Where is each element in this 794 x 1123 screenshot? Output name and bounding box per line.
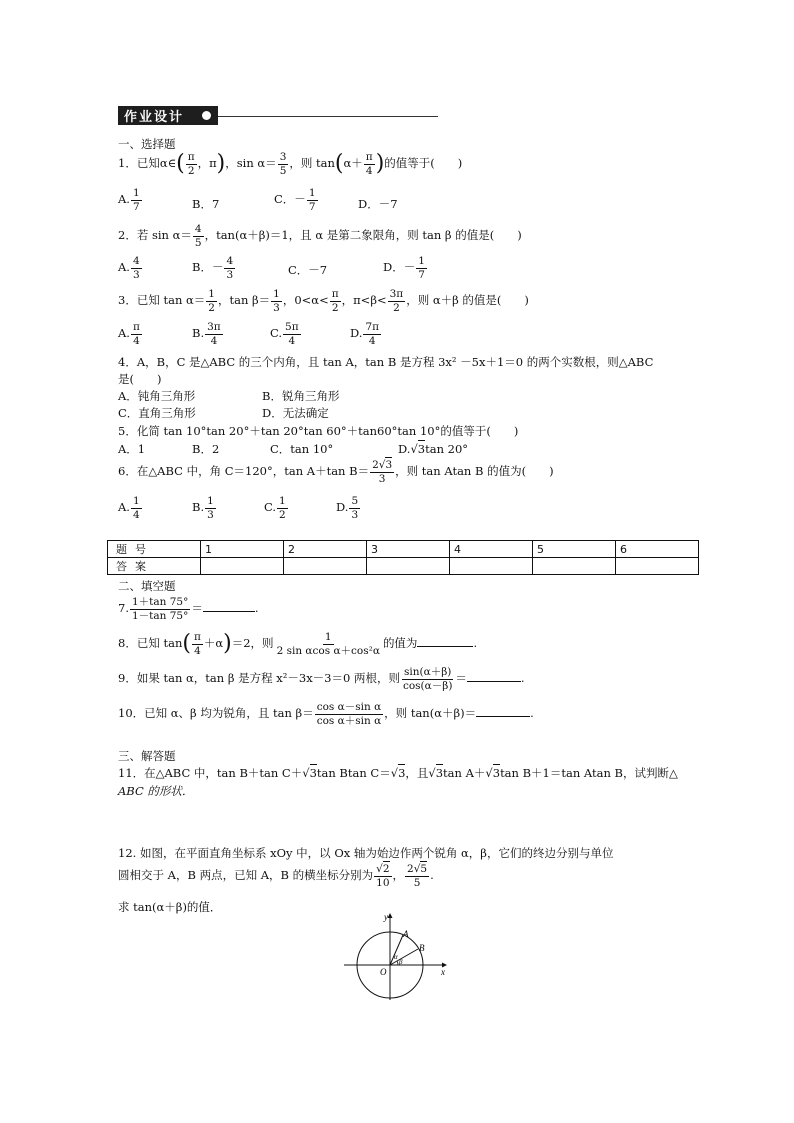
- q3-optd-frac: [363, 322, 381, 346]
- q3-optb-label: B.: [192, 326, 205, 340]
- q6-frac: [370, 460, 394, 484]
- q3-optc-num: 5π: [285, 321, 299, 333]
- q1-suffix: 的值等于( ): [384, 156, 463, 170]
- q3-a-num: 1: [208, 288, 215, 300]
- q1-rparen: ): [216, 151, 226, 176]
- answer-cell[interactable]: [201, 558, 284, 575]
- q11-s3: 3: [435, 766, 444, 780]
- table-header-answer: 答案: [108, 558, 201, 575]
- q1-option-d: D．－7: [358, 197, 398, 211]
- q1-frac-in: [364, 152, 375, 176]
- q11-c: ，且: [405, 766, 429, 780]
- q7-answer-blank[interactable]: [203, 610, 255, 612]
- q1-optc-label: C．－: [274, 192, 306, 206]
- q10-prefix: 10．已知 α、β 均为锐角，且 tan β＝: [118, 706, 314, 720]
- q4-option-a: A．钝角三角形: [118, 389, 196, 403]
- q3-c-den: 2: [331, 301, 339, 314]
- q6-opta-den: 4: [132, 508, 140, 521]
- q1-lparen2: (: [334, 151, 344, 176]
- table-number-cell: 2: [284, 541, 367, 558]
- q1-option-b: B．7: [192, 197, 220, 211]
- answer-cell[interactable]: [367, 558, 450, 575]
- q3-optc-frac: [283, 322, 301, 346]
- q6-suffix: ，则 tan Atan B 的值为( ): [395, 464, 554, 478]
- q11-s4: 3: [492, 766, 501, 780]
- q12-frac2: [405, 864, 429, 888]
- q9-answer-blank[interactable]: [467, 680, 521, 682]
- question-12-line3: 求 tan(α＋β)的值．: [118, 900, 222, 914]
- beta-arc: [397, 961, 398, 965]
- q1-rparen2: ): [375, 151, 385, 176]
- q8-mid: ＝2，则: [231, 636, 274, 650]
- q8-answer-blank[interactable]: [417, 645, 473, 647]
- q11-s2: 3: [398, 766, 406, 780]
- q3-mid1: ，tan β＝: [217, 293, 271, 307]
- q5-optd-sqrt: 3: [417, 442, 426, 456]
- q6-option-d: [336, 496, 361, 520]
- q12-f2-den: 5: [413, 876, 421, 889]
- q2-optb-num: 4: [226, 255, 234, 267]
- q12-line2-pre: 圆相交于 A，B 两点，已知 A，B 的横坐标分别为: [118, 868, 374, 882]
- unit-circle-figure: [340, 910, 452, 1002]
- q1-sin-text: ，sin α＝: [225, 156, 277, 170]
- q6-num-sqrt: 3: [385, 459, 393, 471]
- q8-in-plus: ＋α: [203, 636, 224, 650]
- q12-end: .: [430, 868, 434, 882]
- q3-b-den: 3: [273, 301, 280, 314]
- q2-option-b: [192, 256, 236, 280]
- q6-option-c: [264, 496, 289, 520]
- q1-alpha-in: α∈: [159, 156, 177, 170]
- q3-option-a: [118, 322, 143, 346]
- q7-den: 1－tan 75°: [131, 609, 189, 622]
- q2-sin-num: 4: [194, 223, 202, 235]
- q2-opta-den: 3: [132, 268, 140, 281]
- alpha-label: α: [394, 953, 398, 961]
- q1-frac-lower: [186, 152, 197, 176]
- q3-d-den: 2: [393, 301, 400, 314]
- q12-f1-sqrt: 2: [382, 863, 390, 875]
- beta-label: β: [399, 958, 403, 966]
- q6-option-b: [192, 496, 217, 520]
- q1-lp-num: π: [187, 151, 195, 163]
- question-6: [118, 460, 554, 484]
- q6-prefix: 6．在△ABC 中，角 C＝120°，tan A＋tan B＝: [118, 464, 370, 478]
- q6-den: 3: [378, 472, 386, 485]
- q6-optc-frac: [277, 496, 288, 520]
- section-solve-heading: 三、解答题: [118, 749, 176, 763]
- q1-option-a: [118, 188, 143, 212]
- q2-optb-den: 3: [226, 268, 234, 281]
- q3-optb-frac: [205, 322, 223, 346]
- q1-opta-label: A.: [118, 192, 130, 206]
- q3-mid2: ，0<α<: [282, 293, 329, 307]
- q2-option-d: [383, 256, 428, 280]
- q6-num: 2√3: [372, 459, 393, 471]
- q9-num: sin(α＋β): [404, 666, 452, 678]
- q3-optc-den: 4: [288, 334, 296, 347]
- question-3: [118, 289, 529, 313]
- table-number-cell: 1: [201, 541, 284, 558]
- q6-optb-label: B.: [192, 500, 205, 514]
- q1-lp-den: 2: [187, 164, 195, 177]
- q12-frac2-num: 2√5: [407, 863, 428, 875]
- q2-optb-frac: [224, 256, 235, 280]
- q5-option-a: A．1: [118, 442, 146, 456]
- q11-b: tan Btan C＝: [316, 766, 391, 780]
- header-dot-icon: [202, 111, 211, 120]
- q7-num: 1＋tan 75°: [131, 596, 189, 608]
- question-1: [118, 152, 462, 176]
- header-title: 作业设计: [124, 110, 185, 125]
- q3-frac-a: [206, 289, 217, 313]
- q6-optd-den: 3: [351, 508, 359, 521]
- q3-b-num: 1: [273, 288, 280, 300]
- q1-optc-frac: [307, 188, 318, 212]
- q8-prefix: 8．已知 tan: [118, 636, 183, 650]
- question-12-line2: [118, 864, 434, 888]
- point-a-label: A: [403, 929, 409, 939]
- q6-option-a: [118, 496, 143, 520]
- q1-optc-num: 1: [308, 187, 316, 199]
- q4-option-b: B．锐角三角形: [262, 389, 340, 403]
- q1-pi-end: ，π: [197, 156, 217, 170]
- q4-option-c: C．直角三角形: [118, 406, 196, 420]
- q7-label: 7.: [118, 601, 129, 615]
- q3-optd-num: 7π: [365, 321, 380, 333]
- question-10: [118, 702, 534, 726]
- q2-frac-sin: [193, 224, 204, 248]
- q2-option-c: C．－7: [288, 263, 328, 277]
- q2-optd-frac: [416, 256, 427, 280]
- q1-opta-den: 7: [132, 200, 140, 213]
- q3-mid3: ，π<β<: [341, 293, 387, 307]
- q10-num: cos α－sin α: [316, 701, 382, 713]
- q9-end: .: [520, 671, 525, 685]
- q5-optd-label: D.: [398, 442, 411, 456]
- q6-optd-label: D.: [336, 500, 349, 514]
- q6-opta-label: A.: [118, 500, 130, 514]
- question-4-line2: 是( ): [118, 372, 162, 386]
- q3-option-c: [270, 322, 302, 346]
- answer-table: [107, 540, 699, 575]
- q12-f2-pre: 2: [407, 863, 414, 875]
- q12-frac1: [374, 864, 391, 888]
- q6-optc-num: 1: [279, 495, 286, 507]
- q12-f2-sqrt: 5: [420, 863, 428, 875]
- q6-optb-den: 3: [207, 508, 214, 521]
- q2-optd-num: 1: [418, 255, 425, 267]
- q6-optb-num: 1: [207, 495, 214, 507]
- q3-optb-den: 4: [210, 334, 218, 347]
- q3-opta-label: A.: [118, 326, 130, 340]
- q11-d: tan A＋: [443, 766, 486, 780]
- q1-in-den: 4: [365, 164, 373, 177]
- q8-frac-in: [192, 632, 203, 656]
- q1-option-c: [274, 188, 319, 212]
- q3-c-num: π: [331, 288, 339, 300]
- q2-prefix: 2．若 sin α＝: [118, 228, 192, 242]
- q8-in-den: 4: [194, 644, 201, 657]
- question-9: [118, 667, 525, 691]
- q1-sin-num: 3: [279, 151, 287, 163]
- q6-opta-num: 1: [132, 495, 140, 507]
- q5-option-c: C．tan 10°: [270, 442, 334, 456]
- q6-opta-frac: [131, 496, 142, 520]
- y-axis-arrow-icon: [388, 913, 393, 918]
- q2-opta-label: A.: [118, 260, 130, 274]
- q3-optd-label: D.: [350, 326, 363, 340]
- q1-in-num: π: [365, 151, 373, 163]
- q2-opta-num: 4: [132, 255, 140, 267]
- q1-tan-text: ，则 tan: [289, 156, 335, 170]
- q10-answer-blank[interactable]: [476, 715, 530, 717]
- q11-s1: 3: [309, 766, 317, 780]
- q3-optb-num: 3π: [207, 321, 221, 333]
- table-number-cell: 3: [367, 541, 450, 558]
- q3-d-num: 3π: [389, 288, 404, 300]
- q11-a: 11．在△ABC 中，tan B＋tan C＋: [118, 766, 303, 780]
- q1-prefix: 1．已知: [118, 156, 160, 170]
- q12-sep: ，: [392, 868, 405, 882]
- q8-frac: [275, 632, 382, 656]
- q1-frac-sin: [278, 152, 289, 176]
- q1-optc-den: 7: [308, 200, 316, 213]
- q12-frac1-num: √2: [376, 863, 390, 875]
- q9-eq: ＝: [455, 671, 467, 685]
- q5-option-b: B．2: [192, 442, 220, 456]
- q4-option-d: D．无法确定: [262, 406, 329, 420]
- q8-f-num: 1: [324, 631, 332, 643]
- q2-optd-label: D．－: [383, 260, 416, 274]
- answer-table-number-row: [108, 541, 699, 558]
- question-4-line1: 4．A，B，C 是△ABC 的三个内角，且 tan A，tan B 是方程 3x² －5x＋1＝0 的两个实数根，则△ABC: [118, 355, 654, 369]
- q1-opta-num: 1: [132, 187, 140, 199]
- table-number-cell: 4: [450, 541, 533, 558]
- table-number-cell: 6: [616, 541, 699, 558]
- table-header-number: 题号: [108, 541, 201, 558]
- question-7: [118, 597, 259, 621]
- q6-optc-den: 2: [279, 508, 286, 521]
- answer-table-answer-row: [108, 558, 699, 575]
- question-11-line2: ABC 的形状．: [118, 784, 194, 798]
- q8-rparen: ): [223, 631, 232, 656]
- q2-sin-den: 5: [194, 236, 202, 249]
- q9-frac: [401, 667, 454, 691]
- q10-den: cos α＋sin α: [316, 714, 382, 727]
- q3-opta-den: 4: [133, 334, 140, 347]
- q10-frac: [315, 702, 383, 726]
- q7-eq: ＝: [191, 601, 203, 615]
- question-2: [118, 224, 522, 248]
- section-fill-heading: 二、填空题: [118, 579, 176, 593]
- q1-sin-den: 5: [279, 164, 287, 177]
- q3-option-d: [350, 322, 382, 346]
- q12-f1-den: 10: [376, 876, 390, 889]
- q3-frac-d: [388, 289, 406, 313]
- homework-header: [118, 104, 438, 126]
- y-label: y: [384, 912, 388, 922]
- q2-opta-frac: [131, 256, 142, 280]
- question-11-line1: 11．在△ABC 中，tan B＋tan C＋√3tan Btan C＝√3，且√3tan A＋√3tan B＋1＝tan Atan B，试判断△: [118, 766, 678, 780]
- q6-optc-label: C.: [264, 500, 277, 514]
- table-number-cell: 5: [533, 541, 616, 558]
- origin-label: O: [380, 967, 387, 977]
- q3-suffix: ，则 α＋β 的值是( ): [406, 293, 529, 307]
- answer-cell[interactable]: [616, 558, 699, 575]
- answer-cell[interactable]: [450, 558, 533, 575]
- answer-cell[interactable]: [533, 558, 616, 575]
- q10-end: .: [530, 706, 534, 720]
- q3-opta-num: π: [132, 321, 140, 333]
- q3-opta-frac: [131, 322, 142, 346]
- q6-optd-num: 5: [351, 495, 359, 507]
- q3-frac-b: [271, 289, 282, 313]
- q8-lparen: (: [182, 631, 191, 656]
- q1-opta-frac: [131, 188, 142, 212]
- question-12-line1: 12. 如图，在平面直角坐标系 xOy 中，以 Ox 轴为始边作两个锐角 α，β，它们的终边分别与单位: [118, 846, 614, 860]
- q3-option-b: [192, 322, 224, 346]
- q3-a-den: 2: [208, 301, 215, 314]
- q3-optd-den: 4: [368, 334, 376, 347]
- q5-optd-rest: tan 20°: [425, 442, 469, 456]
- q9-prefix: 9．如果 tan α，tan β 是方程 x²－3x－3＝0 两根，则: [118, 671, 400, 685]
- q2-optb-label: B．－: [192, 260, 224, 274]
- q8-end: .: [473, 636, 478, 650]
- question-5: 5．化简 tan 10°tan 20°＋tan 20°tan 60°＋tan60°tan 10°的值等于( ): [118, 424, 519, 438]
- x-label: x: [441, 967, 445, 977]
- q3-frac-c: [330, 289, 341, 313]
- section-choice-heading: 一、选择题: [118, 137, 176, 151]
- q2-optd-den: 7: [418, 268, 425, 281]
- question-8: [118, 632, 477, 656]
- q3-optc-label: C.: [270, 326, 283, 340]
- point-b-label: B: [419, 943, 425, 953]
- q6-num-pre: 2: [372, 459, 379, 471]
- q8-suffix: 的值为: [382, 636, 418, 650]
- q6-optd-frac: [349, 496, 360, 520]
- header-rule: [218, 116, 438, 117]
- q5-option-d: D.√3tan 20°: [398, 442, 469, 456]
- q2-text: ，tan(α＋β)＝1，且 α 是第二象限角，则 tan β 的值是( ): [204, 228, 522, 242]
- q11-e: tan B＋1＝tan Atan B，试判断△: [500, 766, 678, 780]
- answer-cell[interactable]: [284, 558, 367, 575]
- q7-frac: [130, 597, 190, 621]
- q8-f-den: 2 sin αcos α＋cos²α: [276, 644, 380, 657]
- q9-den: cos(α－β): [402, 679, 453, 692]
- q10-suffix: ，则 tan(α＋β)＝: [384, 706, 477, 720]
- q3-prefix: 3．已知 tan α＝: [118, 293, 206, 307]
- q2-option-a: [118, 256, 143, 280]
- q8-in-num: π: [193, 631, 201, 643]
- q1-in1: α＋: [343, 156, 363, 170]
- q7-end: .: [254, 601, 259, 615]
- q1-lparen: (: [176, 151, 185, 176]
- q6-optb-frac: [205, 496, 216, 520]
